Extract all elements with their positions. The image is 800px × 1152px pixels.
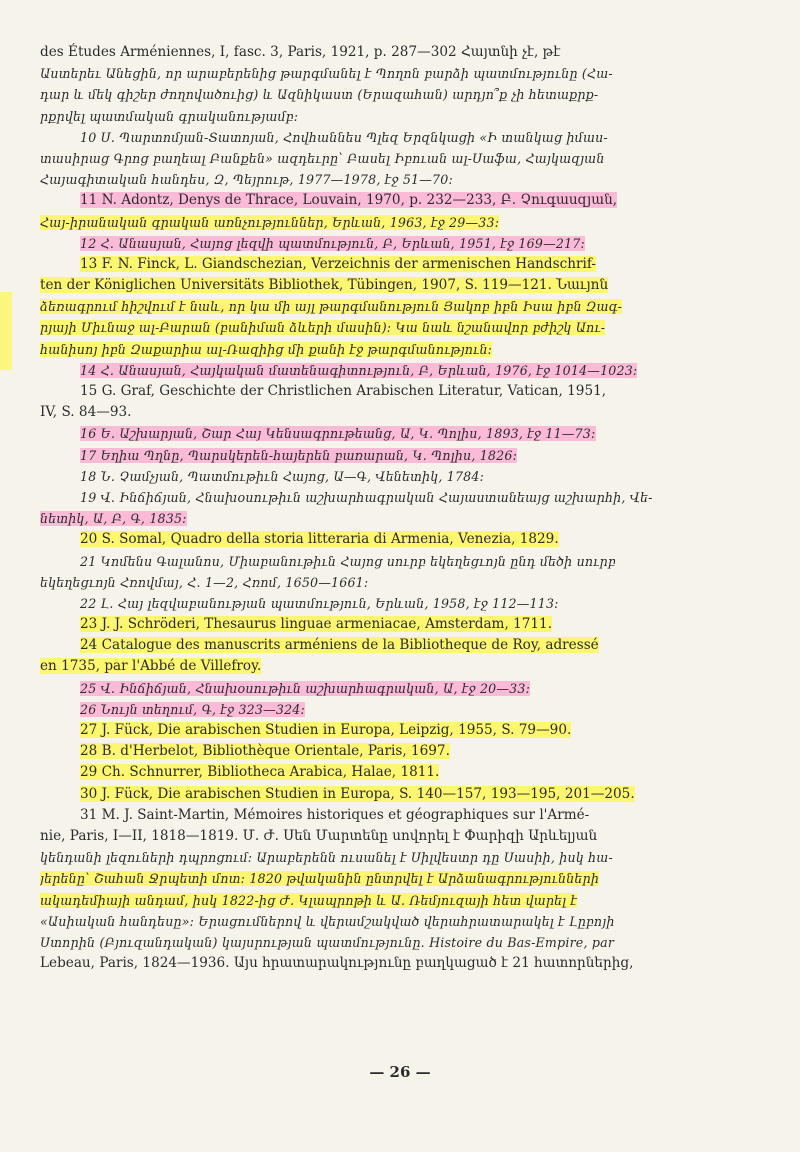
footnote-line: կենդանի լեզուների դպրոցում։ Արաբերենն ուսանել է Սիլվեստր դը Սասիի, իսկ հա- bbox=[40, 850, 613, 866]
footnote-line: Հայագիտական հանդես, Զ, Պեյրութ, 1977—1978, էջ 51—70։ bbox=[40, 172, 453, 188]
footnote-line: նետիկ, Ա, Բ, Գ, 1835։ bbox=[40, 511, 187, 527]
footnote-line: դար և մեկ գիշեր ժողովածուից) և Ազնիկաստ (Երազահան) արդյո՞ք չի հետաքրք- bbox=[40, 87, 599, 103]
footnote-line: 23 J. J. Schröderi, Thesaurus linguae armeniacae, Amsterdam, 1711. bbox=[80, 616, 553, 633]
footnote-line: 10 Ս. Պարտոմյան-Տատոյան, Հովհաննես Պլեզ Երզնկացի «Ի տանկաց իմաս- bbox=[80, 129, 608, 145]
footnote-line: ակադեմիայի անդամ, իսկ 1822-ից Ժ. Կլապրոթի և Ա. Ռեմյուզայի հետ վարել է bbox=[40, 892, 578, 908]
footnote-line: «Ասիական հանդեսը»։ Երացումներով և վերամշակված վերահրատարակել է Լըբոյի bbox=[40, 913, 615, 929]
footnote-line: յերենը՝ Շահան Ջրպետի մոտ։ 1820 թվականին ընտրվել է Արձանագրությունների bbox=[40, 871, 600, 887]
footnote-line: 16 Ե. Աշխարյան, Շար Հայ Կենսագրութեանց, Ա, Կ. Պոլիս, 1893, էջ 11—73։ bbox=[80, 426, 596, 442]
footnote-line: 19 Վ. Ինճիճյան, Հնախօսութիւն աշխարհագրական Հայաստանեայց աշխարհի, Վե- bbox=[80, 489, 653, 505]
footnote-line: 28 B. d'Herbelot, Bibliothèque Orientale, Paris, 1697. bbox=[80, 743, 450, 760]
footnote-line: 24 Catalogue des manuscrits arméniens de la Bibliotheque de Roy, adressé bbox=[80, 637, 599, 654]
footnote-line: ten der Königlichen Universitäts Bibliothek, Tübingen, 1907, S. 119—121. Նաւյոն bbox=[40, 277, 609, 294]
footnote-line: րյայի Միւնաջ ալ-Բարան (բանիման ձևերի մասին)։ Կա նաև նշանավոր բժիշկ Աու- bbox=[40, 320, 606, 336]
footnote-line: 21 Կոմենս Գալանոս, Միաբանութիւն Հայոց սուրբ եկեղեցւոյն ընդ մեծի սուրբ bbox=[80, 553, 616, 569]
footnote-line: 12 Հ. Անասյան, Հայոց լեզվի պատմություն, Բ, Երևան, 1951, էջ 169—217։ bbox=[80, 235, 585, 251]
footnote-line: Lebeau, Paris, 1824—1936. Այս հրատարակությունը բաղկացած է 21 հատորներից, bbox=[40, 955, 634, 972]
footnote-line: 13 F. N. Finck, L. Giandschezian, Verzeichnis der armenischen Handschrif- bbox=[80, 255, 596, 272]
footnote-line: եկեղեցւոյն Հռովմայ, Հ. 1—2, Հռոմ, 1650—1661։ bbox=[40, 574, 369, 590]
footnote-line: 30 J. Fück, Die arabischen Studien in Europa, S. 140—157, 193—195, 201—205. bbox=[80, 785, 635, 802]
footnote-line: 20 S. Somal, Quadro della storia litteraria di Armenia, Venezia, 1829. bbox=[80, 531, 559, 548]
footnote-line: 17 Եղիա Պղնը, Պարսկերեն-հայերեն բառարան, Կ. Պոլիս, 1826։ bbox=[80, 447, 518, 463]
footnote-line: Աստերեւ Անեցին, որ արաբերենից թարգմանել է Պողոն բարձի պատմությունը (Հա- bbox=[40, 66, 613, 82]
footnote-line: տասիրաց Գրոց բաղեալ Բանքեն» ազդեւրը՝ Բասել Իբուան ալ-Սաֆա, Հայկազյան bbox=[40, 150, 605, 166]
footnote-line: 14 Հ. Անասյան, Հայկական մատենագիտություն, Բ, Երևան, 1976, էջ 1014—1023։ bbox=[80, 362, 638, 378]
footnote-line: 26 Նույն տեղում, Գ, էջ 323—324։ bbox=[80, 701, 305, 717]
footnote-line: IV, S. 84—93. bbox=[40, 404, 132, 421]
footnote-line: en 1735, par l'Abbé de Villefroy. bbox=[40, 658, 262, 675]
footnote-line: 31 M. J. Saint-Martin, Mémoires historiques et géographiques sur l'Armé- bbox=[80, 806, 590, 823]
footnote-line: 11 N. Adontz, Denys de Thrace, Louvain, 1970, p. 232—233, Բ. Չուգասզյան, bbox=[80, 192, 618, 209]
footnote-line: des Études Arméniennes, I, fasc. 3, Paris, 1921, p. 287—302 Հայտնի չէ, թէ bbox=[40, 44, 561, 60]
margin-highlight-mark bbox=[0, 292, 12, 370]
footnote-line: ձեռագրում հիշվում է նաև, որ կա մի այլ թարգմանություն Յակոբ իբն Իսա իբն Զագ- bbox=[40, 299, 623, 315]
footnote-line: 22 Լ. Հայ լեզվաբանության պատմություն, Երևան, 1958, էջ 112—113։ bbox=[80, 595, 559, 611]
footnote-line: հանիսոյ իբն Զաքարիա ալ-Ռազիից մի քանի էջ թարգմանություն։ bbox=[40, 341, 493, 357]
footnote-line: րքրվել պատմական գրականությամբ։ bbox=[40, 108, 299, 124]
footnote-line: 25 Վ. Ինճիճյան, Հնախօսութիւն աշխարհագրական, Ա, էջ 20—33։ bbox=[80, 680, 531, 696]
footnote-line: 29 Ch. Schnurrer, Bibliotheca Arabica, Halae, 1811. bbox=[80, 764, 440, 781]
footnote-line: Հայ-իրանական գրական առնչություններ, Երևան, 1963, էջ 29—33։ bbox=[40, 214, 500, 230]
footnote-line: 18 Ն. Չամչյան, Պատմութիւն Հայոց, Ա—Գ, Վենետիկ, 1784։ bbox=[80, 468, 485, 484]
page-number: — 26 — bbox=[369, 1063, 431, 1081]
footnote-line: nie, Paris, I—II, 1818—1819. Մ. Ժ. Սեն Մարտենը սովորել է Փարիզի Արևելյան bbox=[40, 827, 598, 844]
footnotes-text-block bbox=[40, 42, 766, 974]
footnote-line: 27 J. Fück, Die arabischen Studien in Europa, Leipzig, 1955, S. 79—90. bbox=[80, 722, 572, 738]
footnote-line: 15 G. Graf, Geschichte der Christlichen Arabischen Literatur, Vatican, 1951, bbox=[80, 383, 607, 399]
footnote-line: Ստորին (Բյուզանդական) կայսրության պատմությունը. Histoire du Bas-Empire, par bbox=[40, 934, 615, 950]
